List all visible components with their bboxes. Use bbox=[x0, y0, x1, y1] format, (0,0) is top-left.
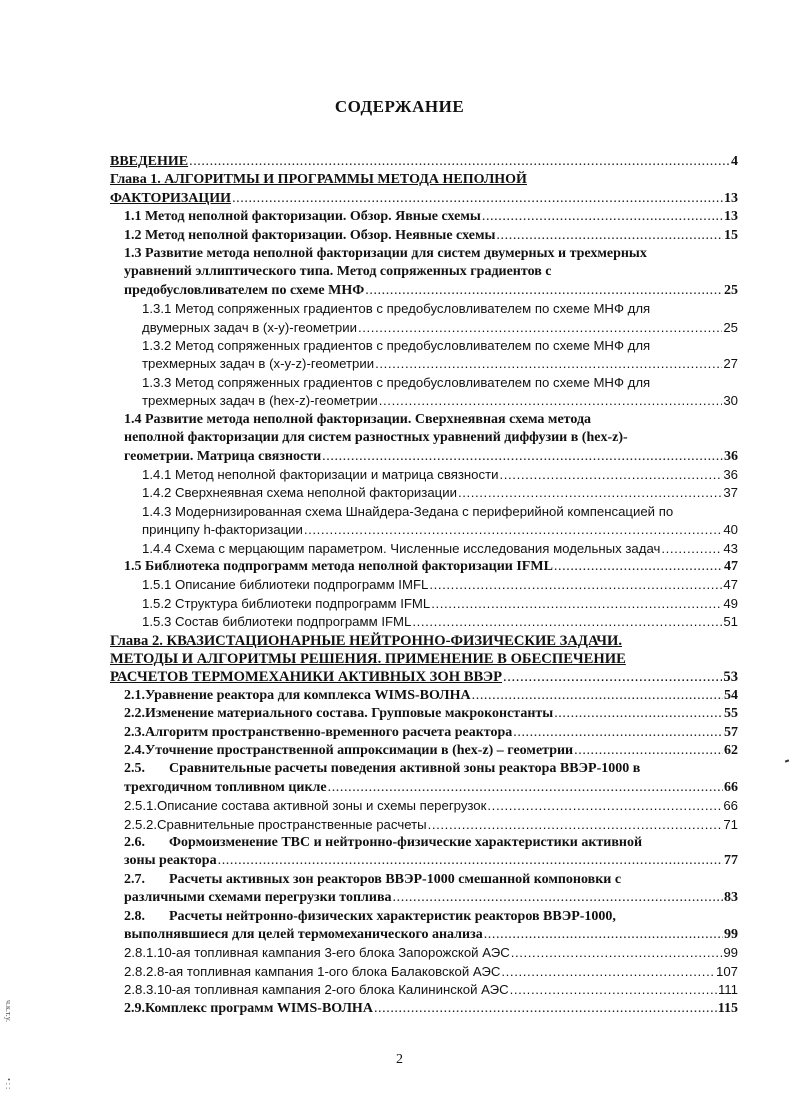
toc-entry[interactable] bbox=[110, 484, 738, 502]
leader-dots bbox=[375, 355, 722, 373]
toc-entry[interactable] bbox=[110, 153, 738, 171]
toc-entry[interactable] bbox=[110, 337, 738, 374]
toc-entry-text: Уточнение пространственной аппроксимации в (hex-z) – геометрии bbox=[145, 743, 574, 758]
toc-page-number: 13 bbox=[724, 209, 738, 225]
toc-entry[interactable] bbox=[110, 245, 738, 300]
toc-entry-text: Сравнительные расчеты поведения активной зоны реактора ВВЭР-1000 в bbox=[169, 761, 641, 777]
leader-dots bbox=[218, 852, 723, 870]
leader-dots bbox=[458, 484, 722, 502]
toc-entry[interactable] bbox=[110, 944, 738, 962]
leader-dots bbox=[472, 687, 723, 705]
toc-entry-text: 1.5.2 Структура библиотеки подпрограмм IFML bbox=[142, 595, 431, 611]
toc-entry-text: 1.4.3 Модернизированная схема Шнайдера-Зедана с периферийной компенсацией по bbox=[142, 503, 674, 519]
toc-entry-text: Расчеты активных зон реакторов ВВЭР-1000 смешанной компоновки с bbox=[169, 871, 622, 887]
toc-entry-text: Алгоритм пространственно-временного расчета реактора bbox=[145, 724, 513, 740]
leader-dots bbox=[304, 521, 722, 539]
toc-entry[interactable] bbox=[110, 871, 738, 908]
leader-dots bbox=[428, 816, 723, 834]
toc-page-number: 30 bbox=[723, 393, 738, 409]
toc-entry-text: Комплекс программ WIMS-ВОЛНА bbox=[145, 1000, 373, 1016]
leader-dots bbox=[554, 705, 723, 723]
toc-entry-text: Глава 2. КВАЗИСТАЦИОНАРНЫЕ НЕЙТРОННО-ФИЗИЧЕСКИЕ ЗАДАЧИ. bbox=[110, 632, 622, 649]
toc-page-number: 53 bbox=[723, 669, 738, 686]
toc-entry[interactable] bbox=[110, 300, 738, 337]
toc-entry-text: 1.5.3 Состав библиотеки подпрограмм IFML bbox=[142, 614, 412, 630]
toc-entry-text: трехмерных задач в (hex-z)-геометрии bbox=[142, 393, 378, 409]
toc-entry-number: 2.1. bbox=[124, 687, 145, 703]
toc-page-number: 43 bbox=[723, 540, 738, 556]
toc-entry-number: 2.5.2. bbox=[124, 816, 157, 832]
leader-dots bbox=[328, 779, 723, 797]
toc-page-number: 25 bbox=[723, 319, 738, 335]
toc-entry[interactable] bbox=[110, 632, 738, 687]
toc-entry[interactable] bbox=[110, 595, 738, 613]
toc-entry-number: 2.8.3. bbox=[124, 982, 157, 998]
toc-entry-number: 2.8.2. bbox=[124, 963, 157, 979]
toc-entry-number: 2.4. bbox=[124, 743, 145, 758]
leader-dots bbox=[322, 448, 723, 466]
toc-entry[interactable] bbox=[110, 503, 738, 540]
toc-page-number: 54 bbox=[724, 687, 738, 703]
toc-entry-number: 2.9. bbox=[124, 1000, 145, 1016]
toc-entry-text: РАСЧЕТОВ ТЕРМОМЕХАНИКИ АКТИВНЫХ ЗОН ВВЭР bbox=[110, 669, 502, 686]
toc-entry-text: 1.4.4 Схема с мерцающим параметром. Численные исследования модельных задач bbox=[142, 540, 661, 556]
leader-dots bbox=[500, 466, 723, 484]
toc-entry-text: 1.3 Развитие метода неполной факторизации для систем двумерных и трехмерных bbox=[124, 246, 647, 262]
toc-entry-text: 1.5 Библиотека подпрограмм метода неполной факторизации IFML bbox=[124, 558, 553, 574]
toc-entry-text: принципу h-факторизации bbox=[142, 522, 303, 538]
leader-dots bbox=[189, 153, 730, 171]
toc-entry-number: 2.7. bbox=[124, 871, 145, 887]
toc-entry-text: 10-ая топливная кампания 2-ого блока Калининской АЭС bbox=[157, 982, 509, 998]
leader-dots bbox=[487, 797, 722, 815]
toc-entry-number: 2.8. bbox=[124, 908, 145, 924]
toc-entry[interactable] bbox=[110, 816, 738, 834]
leader-dots bbox=[484, 926, 723, 944]
scan-speck bbox=[785, 759, 789, 762]
toc-page-number: 25 bbox=[724, 282, 738, 298]
toc-entry-text: Уравнение реактора для комплекса WIMS-ВОЛНА bbox=[145, 687, 471, 703]
toc-page-number: 115 bbox=[717, 1000, 738, 1016]
toc-entry[interactable] bbox=[110, 613, 738, 631]
toc-page-number: 83 bbox=[724, 890, 738, 906]
toc-page-number: 66 bbox=[724, 779, 738, 795]
toc-entry-text: различными схемами перегрузки топлива bbox=[124, 890, 392, 906]
toc-entry-text: трехмерных задач в (x-y-z)-геометрии bbox=[142, 356, 375, 372]
leader-dots bbox=[574, 742, 723, 760]
leader-dots bbox=[379, 392, 723, 410]
leader-dots bbox=[232, 190, 723, 208]
leader-dots bbox=[511, 944, 723, 962]
toc-entry-text: Сравнительные пространственные расчеты bbox=[157, 816, 427, 832]
toc-entry[interactable] bbox=[110, 171, 738, 208]
toc-entry-number: 2.3. bbox=[124, 724, 145, 740]
toc-entry-text: Изменение материального состава. Групповые макроконстанты bbox=[145, 706, 554, 722]
toc-entry[interactable] bbox=[110, 558, 738, 576]
toc-page-number: 36 bbox=[724, 448, 738, 464]
toc-entry-text: 1.1 Метод неполной факторизации. Обзор. Явные схемы bbox=[124, 209, 481, 225]
toc-entry-text: 1.5.1 Описание библиотеки подпрограмм IMFL bbox=[142, 577, 429, 593]
toc-entry-text: 10-ая топливная кампания 3-его блока Запорожской АЭС bbox=[157, 945, 510, 961]
page-title: СОДЕРЖАНИЕ bbox=[334, 97, 465, 116]
toc-entry[interactable] bbox=[110, 908, 738, 945]
toc-page-number: 49 bbox=[723, 595, 738, 611]
leader-dots bbox=[496, 227, 723, 245]
toc-entry[interactable] bbox=[110, 687, 738, 705]
toc-page-number: 107 bbox=[715, 963, 738, 979]
leader-dots bbox=[513, 724, 723, 742]
toc-entry-text: ФАКТОРИЗАЦИИ bbox=[110, 190, 232, 206]
toc-entry-text: 1.3.3 Метод сопряженных градиентов с предобусловливателем по схеме МНФ для bbox=[142, 374, 651, 390]
toc-entry[interactable] bbox=[110, 576, 738, 594]
leader-dots bbox=[482, 208, 723, 226]
toc-entry[interactable] bbox=[110, 834, 738, 871]
toc-entry-text: Расчеты нейтронно-физических характеристик реакторов ВВЭР-1000, bbox=[169, 908, 616, 924]
toc-entry-text: 8-ая топливная кампания 1-ого блока Балаковской АЭС bbox=[157, 963, 501, 979]
toc-entry-text: геометрии. Матрица связности bbox=[124, 448, 322, 464]
toc-entry[interactable] bbox=[110, 411, 738, 466]
toc-page-number: 71 bbox=[723, 816, 738, 832]
toc-entry[interactable] bbox=[110, 208, 738, 226]
toc-page-number: 77 bbox=[724, 853, 738, 869]
toc-entry-text: выполнявшиеся для целей термомеханического анализа bbox=[124, 927, 483, 943]
toc-entry-text: двумерных задач в (x-y)-геометрии bbox=[142, 319, 357, 335]
leader-dots bbox=[501, 963, 715, 981]
leader-dots bbox=[365, 282, 723, 300]
toc-page-number: 27 bbox=[723, 356, 738, 372]
toc-entry-number: 2.5.1. bbox=[124, 798, 157, 814]
leader-dots bbox=[374, 1000, 717, 1018]
leader-dots bbox=[503, 668, 722, 686]
leader-dots bbox=[510, 981, 717, 999]
toc-entry-text: 1.4 Развитие метода неполной факторизации. Сверхнеявная схема метода bbox=[124, 411, 592, 427]
toc-page-number: 66 bbox=[723, 798, 738, 814]
toc-entry-text: Описание состава активной зоны и схемы перегрузок bbox=[157, 798, 487, 814]
toc-page-number: 55 bbox=[724, 706, 738, 722]
toc-entry[interactable] bbox=[110, 1000, 738, 1018]
toc-page-number: 99 bbox=[724, 927, 738, 943]
toc-entry-number: 2.2. bbox=[124, 706, 145, 722]
toc-page-number: 47 bbox=[724, 558, 738, 574]
toc-page-number: 51 bbox=[723, 614, 738, 630]
toc-entry-text: ВВЕДЕНИЕ bbox=[110, 154, 189, 169]
toc-entry-text: Формоизменение ТВС и нейтронно-физические характеристики активной bbox=[169, 835, 643, 851]
toc-entry-text: 1.4.1 Метод неполной факторизации и матрица связности bbox=[142, 466, 499, 482]
toc-entry-text: 1.3.2 Метод сопряженных градиентов с предобусловливателем по схеме МНФ для bbox=[142, 338, 651, 354]
toc-page-number: 99 bbox=[723, 945, 738, 961]
page-number: 2 bbox=[396, 1052, 403, 1067]
toc-entry-text: 1.4.2 Сверхнеявная схема неполной факторизации bbox=[142, 485, 457, 501]
leader-dots bbox=[429, 576, 722, 594]
toc-entry-text: неполной факторизации для систем разностных уравнений диффузии в (hex-z)- bbox=[124, 430, 628, 446]
toc-entry[interactable] bbox=[110, 705, 738, 723]
toc-entry-text: МЕТОДЫ И АЛГОРИТМЫ РЕШЕНИЯ. ПРИМЕНЕНИЕ В ОБЕСПЕЧЕНИЕ bbox=[110, 650, 626, 667]
toc-entry-text: 1.2 Метод неполной факторизации. Обзор. Неявные схемы bbox=[124, 227, 496, 243]
toc-entry[interactable] bbox=[110, 963, 738, 981]
toc-page-number: 47 bbox=[723, 577, 738, 593]
toc-page-number: 4 bbox=[731, 154, 738, 169]
toc-entry[interactable] bbox=[110, 227, 738, 245]
toc-page-number: 57 bbox=[724, 724, 738, 740]
toc-entry[interactable] bbox=[110, 374, 738, 411]
leader-dots bbox=[431, 595, 722, 613]
toc-entry-number: 2.5. bbox=[124, 761, 145, 777]
toc-entry[interactable] bbox=[110, 724, 738, 742]
leader-dots bbox=[412, 613, 722, 631]
toc-entry[interactable] bbox=[110, 742, 738, 760]
toc-entry-text: 1.3.1 Метод сопряженных градиентов с предобусловливателем по схеме МНФ для bbox=[142, 301, 651, 317]
toc-entry[interactable] bbox=[110, 540, 738, 558]
margin-mark: • : : bbox=[4, 1078, 13, 1090]
margin-mark: ч.к.т.у. bbox=[4, 1000, 13, 1023]
toc-page-number: 40 bbox=[723, 522, 738, 538]
leader-dots bbox=[661, 540, 722, 558]
toc-entry[interactable] bbox=[110, 981, 738, 999]
toc-entry-number: 2.6. bbox=[124, 835, 145, 851]
toc-entry-number: 2.8.1. bbox=[124, 945, 157, 961]
toc-page-number: 111 bbox=[717, 982, 738, 998]
leader-dots bbox=[393, 889, 723, 907]
toc-page-number: 13 bbox=[724, 190, 738, 206]
table-of-contents bbox=[110, 153, 738, 1018]
leader-dots bbox=[358, 319, 722, 337]
toc-entry-text: уравнений эллиптического типа. Метод сопряженных градиентов с bbox=[124, 264, 552, 280]
toc-entry[interactable] bbox=[110, 760, 738, 797]
toc-page-number: 37 bbox=[723, 485, 738, 501]
leader-dots bbox=[554, 558, 723, 576]
toc-page-number: 15 bbox=[724, 227, 738, 243]
toc-entry-text: предобусловливателем по схеме МНФ bbox=[124, 282, 365, 298]
toc-page-number: 62 bbox=[724, 743, 738, 758]
toc-page-number: 36 bbox=[723, 466, 738, 482]
toc-entry[interactable] bbox=[110, 797, 738, 815]
toc-entry-text: зоны реактора bbox=[124, 853, 217, 869]
toc-entry[interactable] bbox=[110, 466, 738, 484]
toc-entry-text: трехгодичном топливном цикле bbox=[124, 779, 327, 795]
toc-entry-text: Глава 1. АЛГОРИТМЫ И ПРОГРАММЫ МЕТОДА НЕПОЛНОЙ bbox=[110, 172, 527, 188]
